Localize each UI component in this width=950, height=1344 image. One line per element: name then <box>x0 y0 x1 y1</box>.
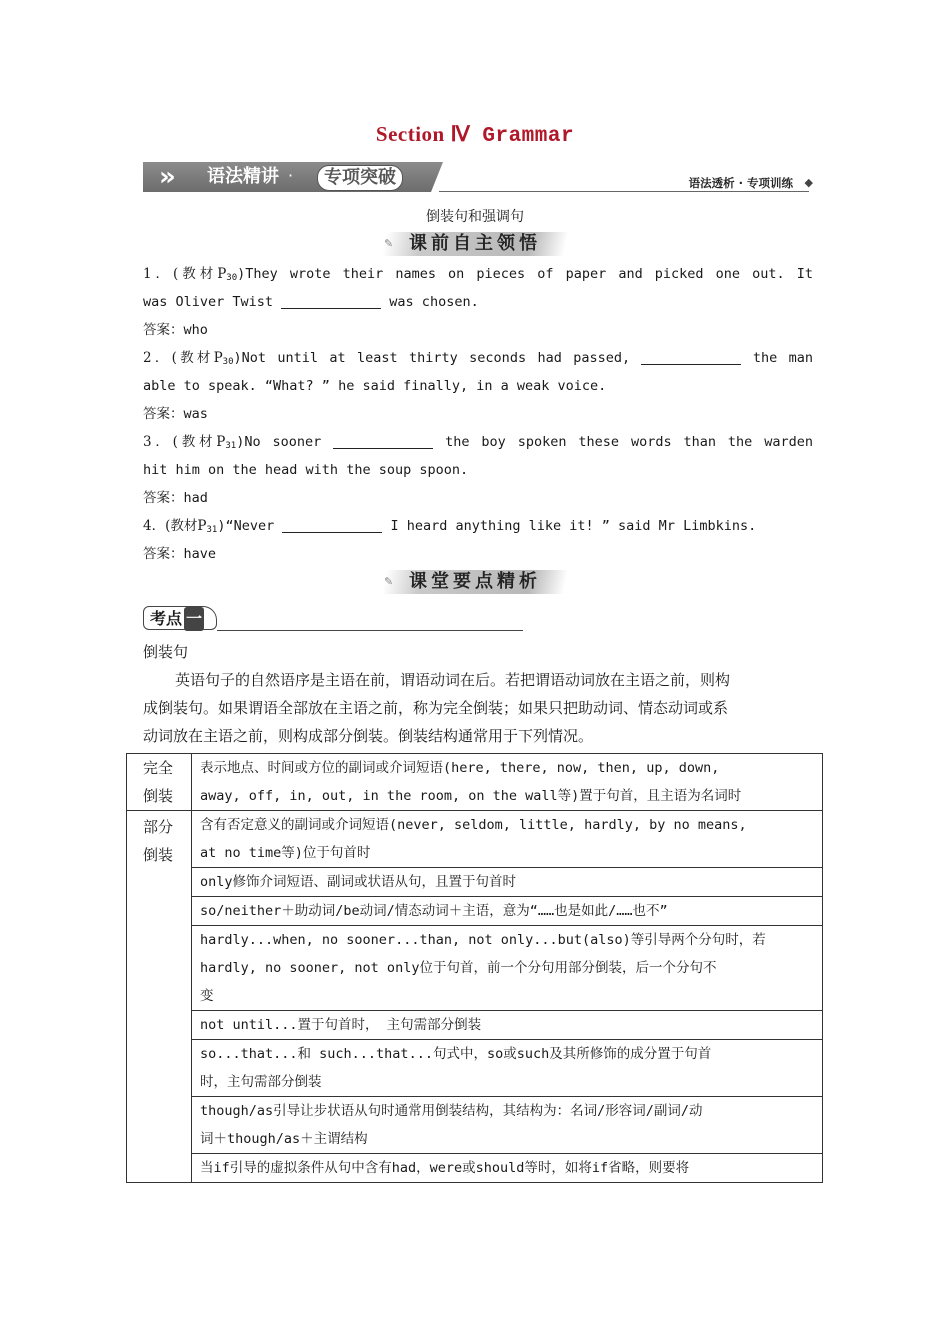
category-cell-full <box>127 754 192 811</box>
exercise-3-text-2: the boy spoken these words than the warden <box>433 434 813 450</box>
rule-text: not until...置于句首时， 主句需部分倒装 <box>200 1017 482 1033</box>
kaodian-header <box>143 604 523 632</box>
exercise-3-page: 31 <box>225 441 237 451</box>
exercise-1-text-2: was Oliver Twist <box>143 294 282 310</box>
exercise-1-text-1: )They wrote their names on pieces of paper and picked one out. It <box>237 266 813 282</box>
exercise-1-answer <box>143 316 813 344</box>
exercise-2-page-prefix: P <box>213 350 223 366</box>
banner-rule <box>439 191 809 192</box>
tag-in-class <box>384 570 566 594</box>
section-banner <box>143 162 815 194</box>
exercise-1-source: (教材 <box>173 266 218 282</box>
category-cell-partial <box>127 811 192 1183</box>
table-row <box>127 897 823 926</box>
rule-cell <box>192 754 823 811</box>
chevron-right-icon: » <box>159 162 166 192</box>
rule-cell <box>192 1040 823 1097</box>
exercise-2-line-1 <box>143 344 813 372</box>
pen-icon: ✎ <box>384 575 394 588</box>
table-row <box>127 754 823 811</box>
exercise-2-line-2: able to speak. “What? ” he said finally, in a weak voice. <box>143 378 607 394</box>
rule-text: away, off, in, out, in the room, on the wall等)置于句首，且主语为名词时 <box>200 788 742 804</box>
banner-dot: · <box>288 166 294 185</box>
rule-text: 含有否定意义的副词或介词短语(never, seldom, little, hardly, by no means, <box>200 817 747 833</box>
rule-cell <box>192 1011 823 1040</box>
exercise-1-text-3: was chosen. <box>381 294 479 310</box>
exercise-4-blank <box>282 516 382 533</box>
answer-value: have <box>183 546 217 562</box>
exercise-4-text-2: I heard anything like it! ” said Mr Limbkins. <box>382 518 757 534</box>
answer-label: 答案： <box>143 406 184 422</box>
exercise-4-source: (教材 <box>165 518 198 534</box>
kaodian-label: 考点 <box>150 609 183 628</box>
kaodian-number: 一 <box>184 607 204 631</box>
exercise-3-answer <box>143 484 813 512</box>
exercise-3-page-prefix: P <box>216 434 226 450</box>
answer-label: 答案： <box>143 322 184 338</box>
intro-line-1: 英语句子的自然语序是主语在前，谓语动词在后。若把谓语动词放在主语之前，则构 <box>175 671 731 689</box>
kaodian-rule <box>217 630 523 631</box>
table-row <box>127 1040 823 1097</box>
banner-pill-label: 专项突破 <box>317 165 403 191</box>
table-row <box>127 811 823 868</box>
exercise-4-line-1 <box>143 512 813 540</box>
exercise-1-blank <box>281 292 381 309</box>
diamond-icon: ◆ <box>804 176 813 189</box>
rule-text: 当if引导的虚拟条件从句中含有had，were或should等时，如将if省略，则要将 <box>200 1160 690 1176</box>
exercise-3-blank <box>333 432 433 449</box>
rule-text: though/as引导让步状语从句时通常用倒装结构，其结构为：名词/形容词/副词/动 <box>200 1103 703 1119</box>
category-text: 倒装 <box>143 846 174 864</box>
exercise-1-number: 1． <box>143 266 174 282</box>
inversion-table <box>126 753 823 1183</box>
answer-label: 答案： <box>143 546 184 562</box>
rule-text: only修饰介词短语、副词或状语从句，且置于句首时 <box>200 874 517 890</box>
table-row <box>127 1011 823 1040</box>
exercise-2-text-2: the man <box>741 350 813 366</box>
exercise-4-text-1: )“Never <box>217 518 283 534</box>
exercise-2-answer <box>143 400 813 428</box>
banner-left-label: 语法精讲 <box>207 166 279 187</box>
exercise-3-line-2: hit him on the head with the soup spoon. <box>143 462 469 478</box>
rule-cell <box>192 1097 823 1154</box>
category-text: 倒装 <box>143 787 174 805</box>
table-row <box>127 926 823 1011</box>
exercise-4-answer <box>143 540 813 568</box>
exercise-1-line-1 <box>143 260 813 288</box>
section-name: Grammar <box>482 125 575 148</box>
rule-text: at no time等)位于句首时 <box>200 845 371 861</box>
category-text: 部分 <box>143 818 174 836</box>
exercise-1-line-2 <box>143 288 813 316</box>
tag-pre-class-label: 课前自主领悟 <box>409 233 541 254</box>
topic-heading: 倒装句 <box>143 643 189 661</box>
rule-text: so...that...和 such...that...句式中，so或such及其所修饰的成分置于句首 <box>200 1046 712 1062</box>
exercise-3-text-1: )No sooner <box>236 434 334 450</box>
exercise-2-page: 30 <box>222 357 234 367</box>
exercise-2-number: 2． <box>143 350 172 366</box>
exercise-3-number: 3． <box>143 434 173 450</box>
rule-text: 词＋though/as＋主谓结构 <box>200 1131 368 1147</box>
section-number: Section Ⅳ <box>375 122 471 146</box>
answer-value: had <box>183 490 208 506</box>
intro-line-2: 成倒装句。如果谓语全部放在主语之前，称为完全倒装；如果只把助动词、情态动词或系 <box>143 699 729 717</box>
rule-cell <box>192 897 823 926</box>
rule-text: hardly...when, no sooner...than, not only...but(also)等引导两个分句时，若 <box>200 932 766 948</box>
category-text: 完全 <box>143 759 174 777</box>
exercise-3-line-1 <box>143 428 813 456</box>
answer-label: 答案： <box>143 490 184 506</box>
rule-cell <box>192 1154 823 1183</box>
section-title <box>0 122 950 148</box>
exercise-1-page: 30 <box>226 273 238 283</box>
tag-in-class-label: 课堂要点精析 <box>409 571 541 592</box>
intro-line-3: 动词放在主语之前，则构成部分倒装。倒装结构通常用于下列情况。 <box>143 727 594 745</box>
rule-cell <box>192 926 823 1011</box>
rule-text: so/neither＋助动词/be动词/情态动词＋主语，意为“……也是如此/……也不” <box>200 903 668 919</box>
answer-value: who <box>183 322 208 338</box>
rule-text: 表示地点、时间或方位的副词或介词短语(here, there, now, then, up, down, <box>200 760 720 776</box>
rule-text: 时，主句需部分倒装 <box>200 1074 322 1090</box>
exercise-2-blank <box>641 348 741 365</box>
exercise-4-number: 4． <box>143 518 166 534</box>
exercise-3-source: (教材 <box>172 434 217 450</box>
table-row <box>127 1154 823 1183</box>
exercise-2-text-1: )Not until at least thirty seconds had passed, <box>233 350 642 366</box>
table-row <box>127 868 823 897</box>
rule-cell <box>192 868 823 897</box>
rule-cell <box>192 811 823 868</box>
exercise-1-page-prefix: P <box>217 266 227 282</box>
table-row <box>127 1097 823 1154</box>
banner-right-label: 语法透析 · 专项训练 <box>688 176 793 190</box>
pen-icon: ✎ <box>384 237 394 250</box>
rule-text: hardly, no sooner, not only位于句首，前一个分句用部分倒装，后一个分句不 <box>200 960 717 976</box>
rule-text: 变 <box>200 988 214 1004</box>
topic-subtitle: 倒装句和强调句 <box>426 209 524 225</box>
exercise-4-page: 31 <box>206 525 218 535</box>
kaodian-badge <box>143 606 217 630</box>
exercise-2-source: (教材 <box>171 350 214 366</box>
tag-pre-class <box>384 232 566 256</box>
answer-value: was <box>183 406 208 422</box>
exercise-4-page-prefix: P <box>197 518 207 534</box>
